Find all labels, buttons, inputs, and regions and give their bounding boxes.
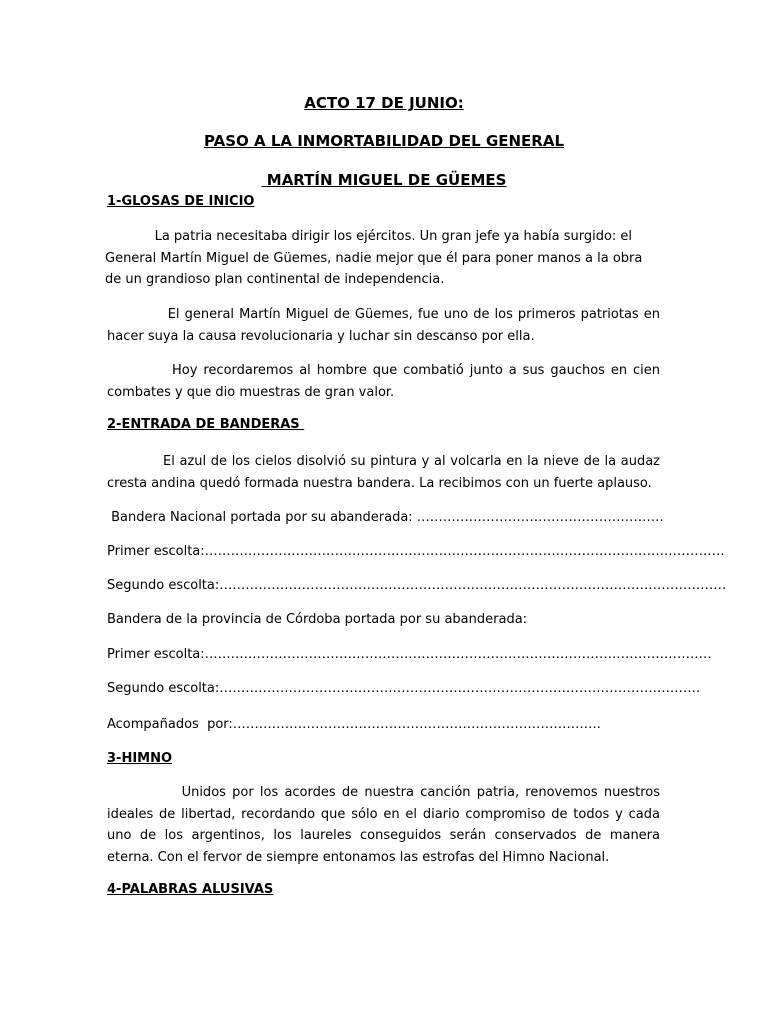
document-title-name: MARTÍN MIGUEL DE GÜEMES [261, 171, 507, 189]
document-title-date: ACTO 17 DE JUNIO: [304, 94, 464, 112]
form-line-primer-escolta-2: Primer escolta:……………………………………………………………………………………………………… [107, 647, 712, 662]
form-line-acompanados: Acompañados por:…………………………………………………………………………. [107, 717, 601, 732]
form-line-primer-escolta-1: Primer escolta:………………………………………………………………………………………………………… [107, 544, 725, 559]
section-heading-glosas: 1-GLOSAS DE INICIO [107, 194, 255, 209]
form-line-segundo-escolta-2: Segundo escolta:………………………………………………………………………………………………… [107, 681, 701, 696]
document-title-main: PASO A LA INMORTABILIDAD DEL GENERAL [203, 132, 565, 150]
section-heading-himno: 3-HIMNO [107, 751, 173, 766]
paragraph-glosas-3: Hoy recordaremos al hombre que combatió junto a sus gauchos en cien combates y que dio muestras de gran valor. [107, 363, 660, 400]
paragraph-himno: Unidos por los acordes de nuestra canción patria, renovemos nuestros ideales de libertad, recordando que sólo en el diario compromiso de todos y cada uno de los argentinos, los laureles conseguidos serán conservados de manera eterna. Con el fervor de siempre entonamos las estrofas del Himno Nacional. [107, 785, 660, 865]
form-line-bandera-cordoba: Bandera de la provincia de Córdoba portada por su abanderada: [107, 612, 528, 627]
paragraph-banderas: El azul de los cielos disolvió su pintura y al volcarla en la nieve de la audaz cresta andina quedó formada nuestra bandera. La recibimos con un fuerte aplauso. [107, 454, 660, 491]
paragraph-glosas-1: La patria necesitaba dirigir los ejércitos. Un gran jefe ya había surgido: el General Martín Miguel de Güemes, nadie mejor que él para poner manos a la obra de un grandioso plan continental de independencia. [105, 229, 643, 287]
section-heading-palabras-alusivas: 4-PALABRAS ALUSIVAS [107, 882, 274, 897]
form-line-bandera-nacional: Bandera Nacional portada por su abanderada: ………………………………………………… [107, 510, 664, 525]
paragraph-glosas-2: El general Martín Miguel de Güemes, fue uno de los primeros patriotas en hacer suya la causa revolucionaria y luchar sin descanso por ella. [107, 307, 660, 344]
form-line-segundo-escolta-1: Segundo escolta:……………………………………………………………………………………………………… [107, 578, 727, 593]
section-heading-banderas: 2-ENTRADA DE BANDERAS [107, 417, 305, 432]
